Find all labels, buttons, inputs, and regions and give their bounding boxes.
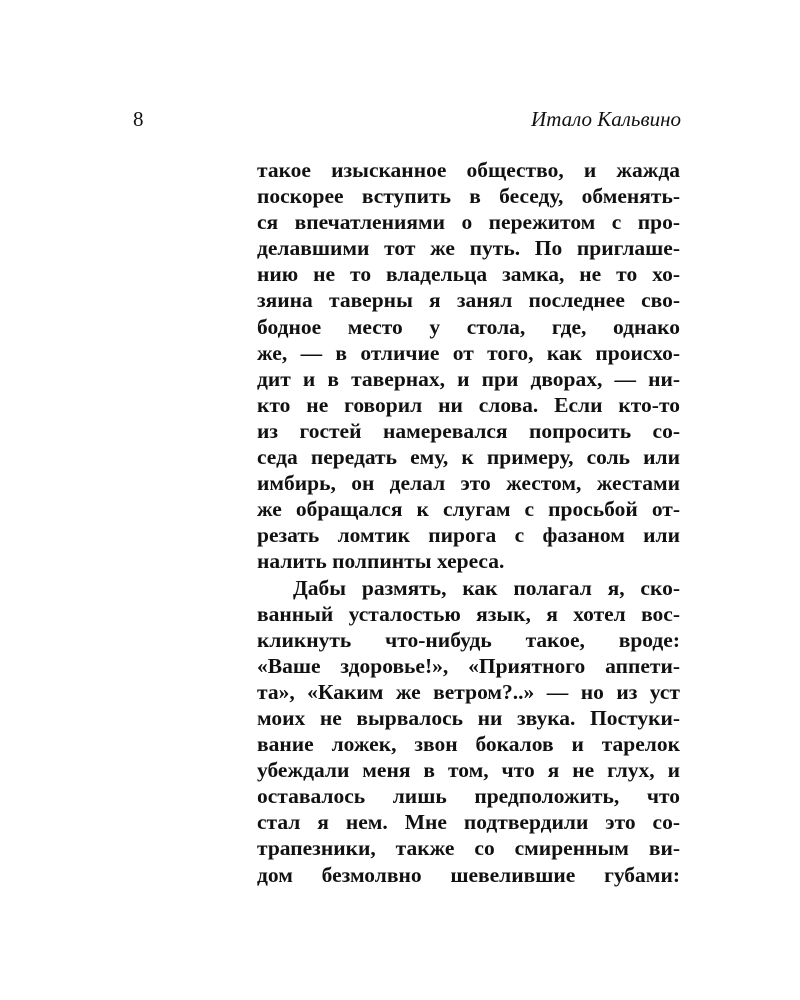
text-line: седа передать ему, к примеру, соль или [257,445,680,470]
text-line: ванный усталостью язык, я хотел вос- [257,601,680,626]
text-line: же, — в отличие от того, как происхо- [257,340,680,365]
text-line: убеждали меня в том, что я не глух, и [257,758,680,783]
text-line: трапезники, также со смиренным ви- [257,836,680,861]
text-line: моих не вырвалось ни звука. Постуки- [257,705,680,730]
text-line: дом безмолвно шевелившие губами: [257,862,680,887]
text-line: кто не говорил ни слова. Если кто-то [257,392,680,417]
text-line: делавшими тот же путь. По приглаше- [257,236,680,261]
paragraph-end-line: налить полпинты хереса. [257,549,505,574]
page-number: 8 [133,107,144,131]
text-line: нию не то владельца замка, не то хо- [257,262,680,287]
text-line: поскорее вступить в беседу, обменять- [257,184,680,209]
text-line: дит и в тавернах, и при дворах, — ни- [257,366,680,391]
text-line: оставалось лишь предположить, что [257,784,680,809]
text-line: же обращался к слугам с просьбой от- [257,497,680,522]
text-line: такое изысканное общество, и жажда [257,158,680,182]
text-line: «Ваше здоровье!», «Приятного аппети- [257,653,680,678]
text-line: из гостей намеревался попросить со- [257,418,680,443]
text-line: кликнуть что-нибудь такое, вроде: [257,627,680,652]
text-line: ся впечатлениями о пережитом с про- [257,210,680,235]
text-line: резать ломтик пирога с фазаном или [257,523,680,548]
text-line: стал я нем. Мне подтвердили это со- [257,810,680,835]
body-text [257,157,680,888]
text-line: та», «Каким же ветром?..» — но из уст [257,679,680,704]
text-line: вание ложек, звон бокалов и тарелок [257,732,680,757]
text-line: зяина таверны я занял последнее сво- [257,288,680,313]
text-line: бодное место у стола, где, однако [257,314,680,339]
paragraph-start-line: Дабы размять, как полагал я, ско- [293,575,680,600]
running-head-author: Итало Кальвино [531,107,681,131]
text-line: имбирь, он делал это жестом, жестами [257,471,680,496]
